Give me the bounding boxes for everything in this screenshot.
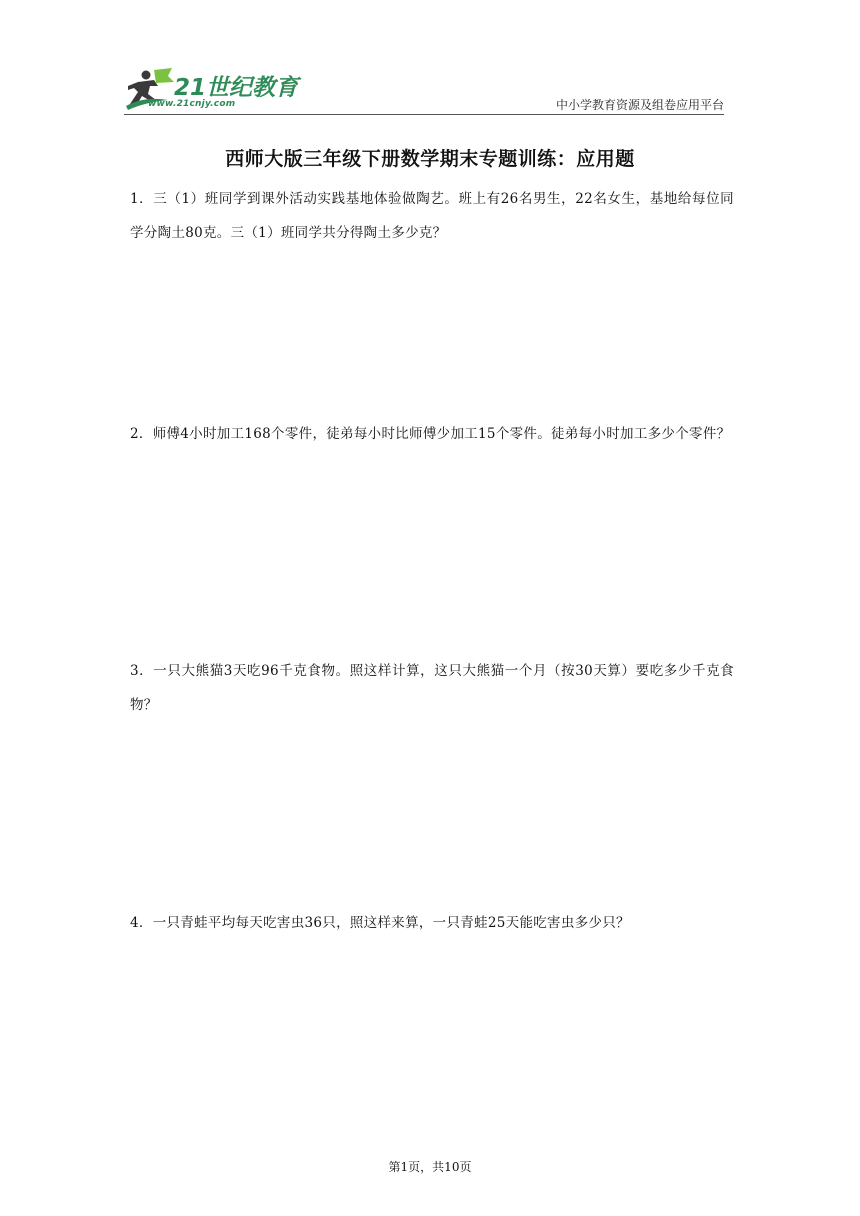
- page-footer: 第1页，共10页: [388, 1160, 472, 1174]
- logo: [124, 66, 299, 112]
- platform-name: 中小学教育资源及组卷应用平台: [555, 98, 724, 112]
- header-divider: [124, 114, 724, 115]
- question-2: 2．师傅4小时加工168个零件，徒弟每小时比师傅少加工15个零件。徒弟每小时加工多少个零件？: [130, 426, 731, 442]
- logo-url: www.21cnjy.com: [148, 99, 236, 109]
- question-1: 1．三（1）班同学到课外活动实践基地体验做陶艺。班上有26名男生，22名女生，基地给每位同学分陶土80克。三（1）班同学共分得陶土多少克？: [130, 191, 734, 241]
- question-3: 3．一只大熊猫3天吃96千克食物。照这样计算，这只大熊猫一个月（按30天算）要吃多少千克食物？: [130, 663, 734, 713]
- logo-text: 21世纪教育: [174, 75, 299, 101]
- document-title: 西师大版三年级下册数学期末专题训练：应用题: [225, 148, 635, 170]
- page-header: [124, 66, 724, 116]
- question-4: 4．一只青蛙平均每天吃害虫36只，照这样来算，一只青蛙25天能吃害虫多少只？: [130, 915, 630, 931]
